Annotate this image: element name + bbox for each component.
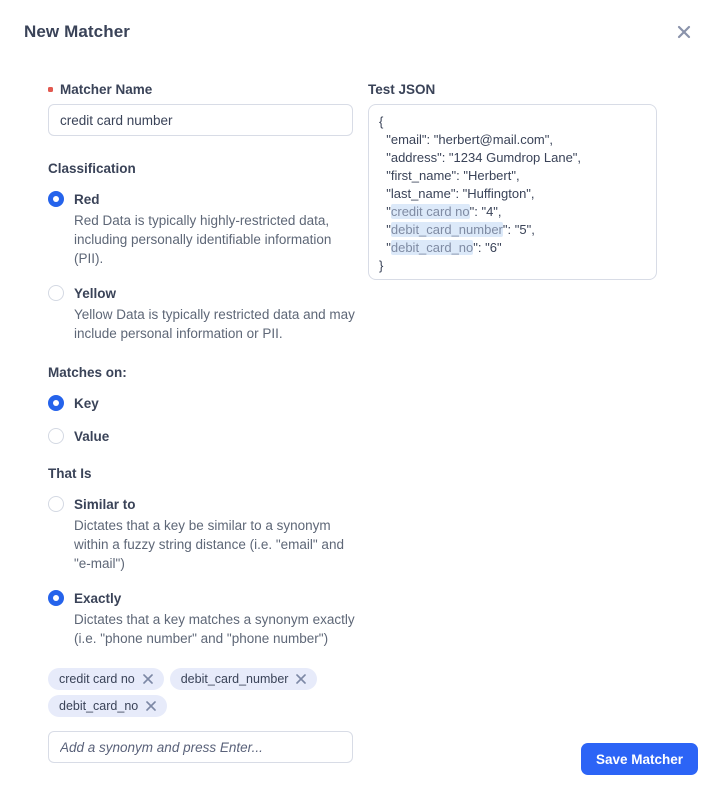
- matches-on-section: [48, 365, 353, 444]
- radio-similar-to-label: Similar to: [74, 496, 136, 512]
- json-line: "credit card no": "4",: [379, 204, 502, 219]
- test-json-label: Test JSON: [368, 82, 436, 97]
- json-line: "debit_card_number": "5",: [379, 222, 535, 237]
- classification-option-red: [48, 191, 353, 268]
- radio-selected-icon[interactable]: [48, 590, 64, 606]
- json-line: "debit_card_no": "6": [379, 240, 502, 255]
- classification-option-yellow: [48, 285, 353, 343]
- matches-on-heading: Matches on:: [48, 365, 127, 380]
- synonym-tag: [170, 668, 318, 690]
- remove-tag-icon[interactable]: [146, 701, 156, 711]
- radio-red[interactable]: [48, 191, 353, 207]
- json-line: {: [379, 114, 384, 129]
- test-json-box[interactable]: [368, 104, 657, 280]
- json-line: "email": "herbert@mail.com",: [379, 132, 553, 147]
- save-matcher-button[interactable]: Save Matcher: [581, 743, 698, 775]
- radio-red-label: Red: [74, 191, 100, 207]
- matched-key-highlight: debit_card_number: [390, 222, 503, 237]
- synonym-tag-label: debit_card_number: [180, 672, 289, 686]
- radio-selected-icon[interactable]: [48, 191, 64, 207]
- synonym-input-wrap: [48, 731, 353, 763]
- matched-key-highlight: credit card no: [390, 204, 470, 219]
- remove-tag-icon[interactable]: [296, 674, 306, 684]
- matcher-name-input[interactable]: [48, 104, 353, 136]
- dialog-header: [0, 0, 712, 42]
- remove-tag-icon[interactable]: [143, 674, 153, 684]
- radio-key[interactable]: [48, 395, 353, 411]
- synonym-tag-list: [48, 668, 353, 717]
- matcher-name-label-row: [48, 82, 353, 97]
- radio-unselected-icon[interactable]: [48, 496, 64, 512]
- radio-yellow-label: Yellow: [74, 285, 117, 301]
- close-icon[interactable]: [674, 22, 694, 42]
- that-is-section: [48, 466, 353, 648]
- synonym-tag: [48, 695, 167, 717]
- radio-key-label: Key: [74, 395, 99, 411]
- radio-exactly-label: Exactly: [74, 590, 122, 606]
- json-line: }: [379, 258, 384, 273]
- radio-value-label: Value: [74, 428, 110, 444]
- matcher-name-label: Matcher Name: [60, 82, 153, 97]
- synonym-input[interactable]: [48, 731, 353, 763]
- radio-selected-icon[interactable]: [48, 395, 64, 411]
- dialog-footer: [581, 743, 698, 775]
- radio-similar-to[interactable]: [48, 496, 353, 512]
- radio-yellow[interactable]: [48, 285, 353, 301]
- json-line: "address": "1234 Gumdrop Lane",: [379, 150, 582, 165]
- json-line: "first_name": "Herbert",: [379, 168, 520, 183]
- radio-unselected-icon[interactable]: [48, 285, 64, 301]
- that-is-option-similar: [48, 496, 353, 573]
- that-is-option-exactly: [48, 590, 353, 648]
- radio-value[interactable]: [48, 428, 353, 444]
- that-is-heading: That Is: [48, 466, 92, 481]
- required-indicator: [48, 87, 53, 92]
- radio-unselected-icon[interactable]: [48, 428, 64, 444]
- test-json-column: [368, 82, 657, 763]
- radio-similar-to-description: Dictates that a key be similar to a synonym within a fuzzy string distance (i.e. "email" and "e-mail"): [74, 518, 344, 571]
- matches-on-option-value: [48, 428, 353, 444]
- dialog-title: New Matcher: [24, 22, 130, 41]
- radio-exactly[interactable]: [48, 590, 353, 606]
- matches-on-option-key: [48, 395, 353, 411]
- matched-key-highlight: debit_card_no: [390, 240, 474, 255]
- radio-yellow-description: Yellow Data is typically restricted data and may include personal information or PII.: [74, 307, 355, 341]
- radio-red-description: Red Data is typically highly-restricted data, including personally identifiable information (PII).: [74, 213, 332, 266]
- classification-heading: Classification: [48, 161, 136, 176]
- form-column: [48, 82, 353, 763]
- json-line: "last_name": "Huffington",: [379, 186, 535, 201]
- synonym-tag-label: debit_card_no: [59, 699, 139, 713]
- synonym-tag: [48, 668, 164, 690]
- radio-exactly-description: Dictates that a key matches a synonym exactly (i.e. "phone number" and "phone number"): [74, 612, 355, 646]
- dialog-body: [0, 82, 712, 763]
- synonym-tag-label: credit card no: [59, 672, 135, 686]
